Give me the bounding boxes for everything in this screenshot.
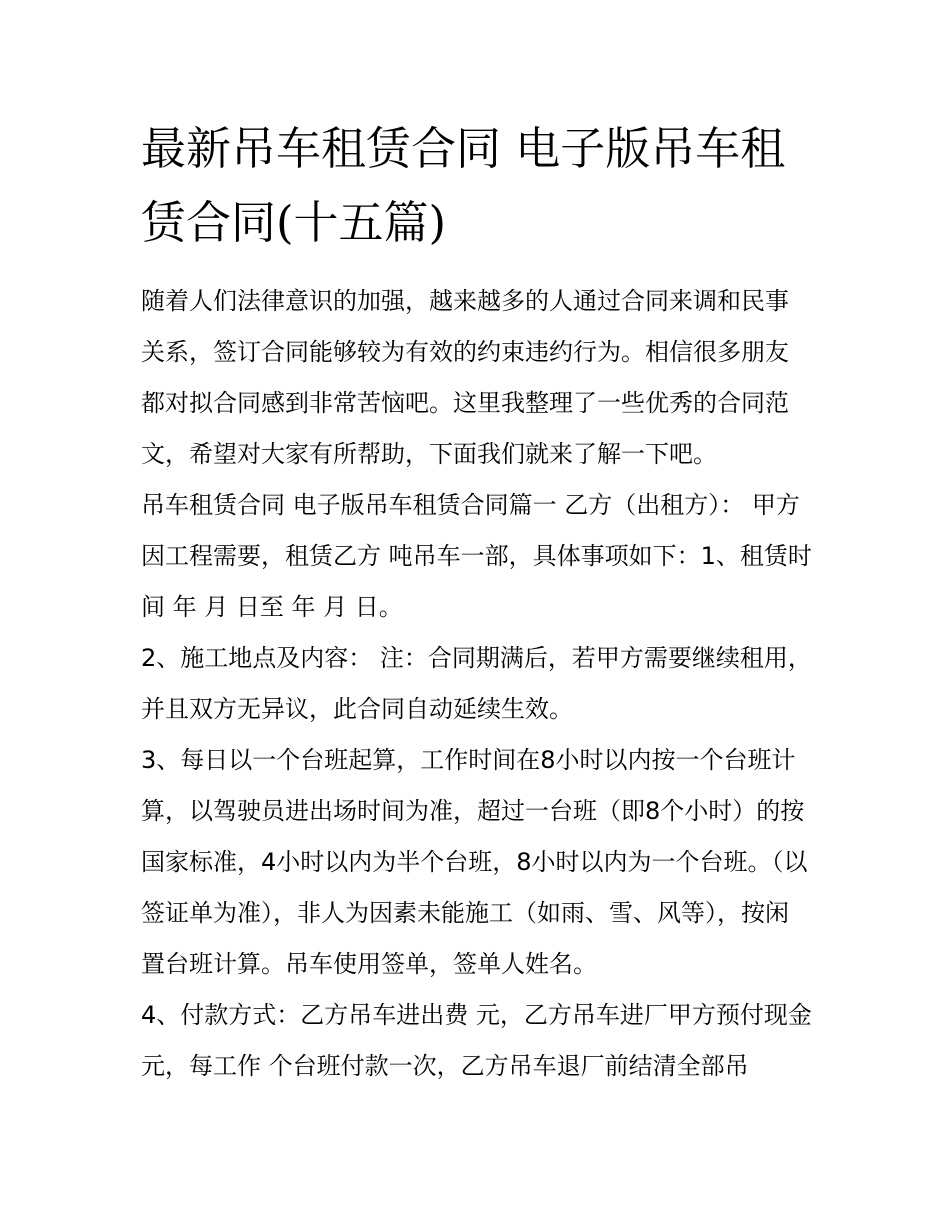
document-body <box>141 276 812 1092</box>
document-title: 最新吊车租赁合同 电子版吊车租赁合同(十五篇) <box>141 122 786 249</box>
paragraph-clause-2: 2、施工地点及内容： 注：合同期满后，若甲方需要继续租用，并且双方无异议，此合同自动延续生效。 <box>141 644 812 723</box>
paragraph-clause-4: 4、付款方式：乙方吊车进出费 元，乙方吊车进厂甲方预付现金 元，每工作 个台班付款一次，乙方吊车退厂前结清全部吊 <box>141 1001 812 1080</box>
paragraph-clause-3: 3、每日以一个台班起算，工作时间在8小时以内按一个台班计算，以驾驶员进出场时间为准，超过一台班（即8个小时）的按国家标准，4小时以内为半个台班，8小时以内为一个台班。（以签证单为准），非人为因素未能施工（如雨、雪、风等），按闲置台班计算。吊车使用签单，签单人姓名。 <box>141 746 808 978</box>
paragraph-clause-1: 吊车租赁合同 电子版吊车租赁合同篇一 乙方（出租方）： 甲方因工程需要，租赁乙方 吨吊车一部，具体事项如下：1、租赁时间 年 月 日至 年 月 日。 <box>141 491 812 621</box>
paragraph-intro: 随着人们法律意识的加强，越来越多的人通过合同来调和民事关系，签订合同能够较为有效的约束违约行为。相信很多朋友都对拟合同感到非常苦恼吧。这里我整理了一些优秀的合同范文，希望对大家有所帮助，下面我们就来了解一下吧。 <box>141 287 789 468</box>
